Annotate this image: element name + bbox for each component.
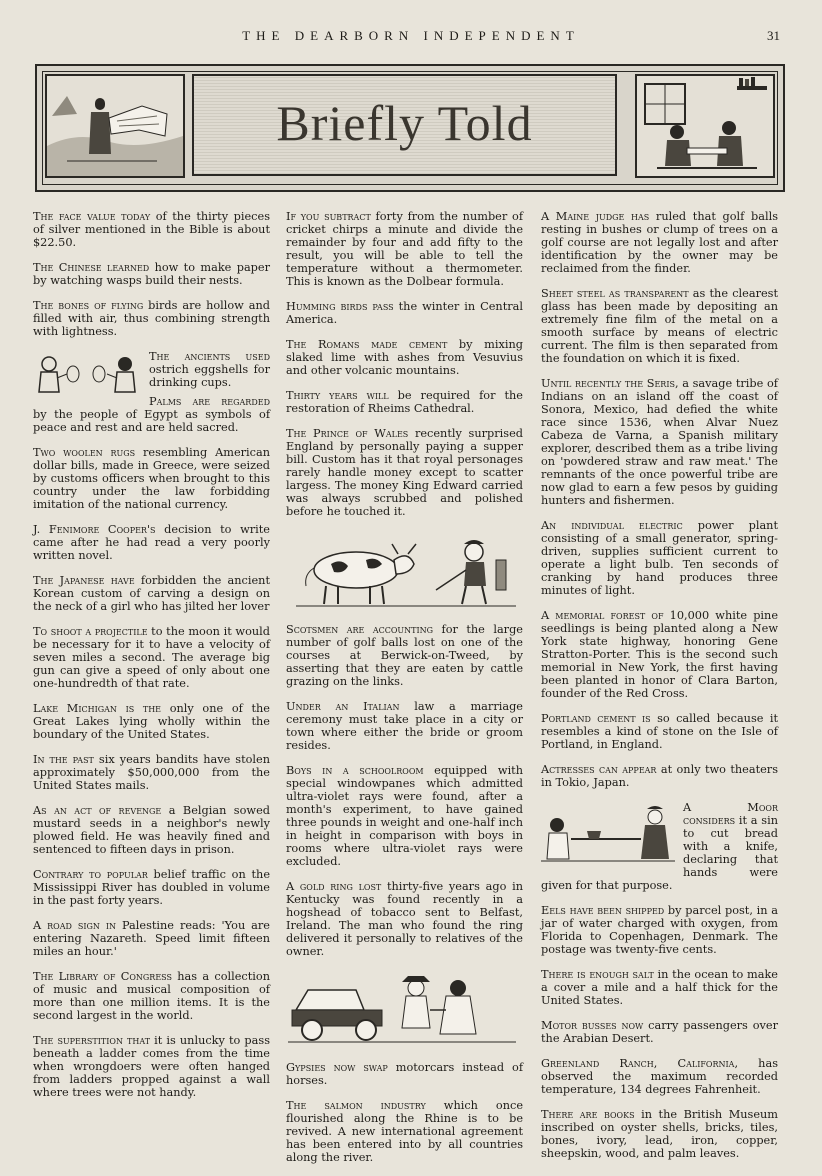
section-title: Briefly Told: [276, 95, 533, 151]
news-item: In the past six years bandits have stolen approximately $50,000,000 from the United States mails.: [33, 753, 271, 792]
running-header: [0, 28, 822, 48]
news-item: A memorial forest of 10,000 white pine seedlings is being planted along a New York state highway, honoring Gene Stratton-Porter. This is the second such memorial in New York, the first having been planted in honor of Clara Barton, founder of the Red Cross.: [541, 609, 778, 700]
column-1: [33, 210, 270, 1111]
news-item: Palms are regarded by the people of Egypt as symbols of peace and rest and are held sacred.: [33, 395, 270, 434]
drinking-cups-icon: [33, 352, 141, 396]
news-item: The ancients used ostrich eggshells for drinking cups.: [149, 350, 270, 389]
news-item: The salmon industry which once flourished along the Rhine is to be revived. A new international agreement has been entered into by all countries along the river.: [286, 1099, 524, 1164]
news-item: As an act of revenge a Belgian sowed mustard seeds in a neighbor's newly plowed field. He was heavily fined and sentenced to fifteen days in prison.: [33, 804, 270, 856]
news-item: The Prince of Wales recently surprised England by personally paying a supper bill. Custom has it that royal personages rarely handle money except to scatter largess. The money King Edward carried was always scrubbed and polished before he touched it.: [286, 427, 523, 518]
news-item: Thirty years will be required for the restoration of Rheims Cathedral.: [286, 389, 523, 415]
news-item: Contrary to popular belief traffic on the Mississippi River has doubled in volume in the past forty years.: [33, 868, 270, 907]
news-item: A road sign in Palestine reads: 'You are entering Nazareth. Speed limit fifteen miles an hour.': [33, 919, 270, 958]
news-item: A gold ring lost thirty-five years ago in Kentucky was found recently in a hogshead of tobacco sent to Belfast, Ireland. The man who found the ring delivered it personally to relatives of the owner.: [286, 880, 523, 958]
news-item: The Romans made cement by mixing slaked lime with ashes from Vesuvius and other volcanic mountains.: [286, 338, 523, 377]
news-item: Portland cement is so called because it resembles a kind of stone on the Isle of Portland, in England.: [541, 712, 778, 751]
column-2: [286, 210, 523, 1176]
news-item: Scotsmen are accounting for the large number of golf balls lost on one of the courses at Berwick-on-Tweed, by asserting that they are eaten by cattle grazing on the links.: [286, 623, 523, 688]
news-item: Motor busses now carry passengers over the Arabian Desert.: [541, 1019, 778, 1045]
gypsies-motorcar-illustration: [286, 970, 523, 1051]
cup-drinkers-illustration: [33, 352, 141, 399]
reading-room-vignette-illustration: [635, 74, 775, 178]
news-item: The Chinese learned how to make paper by watching wasps build their nests.: [33, 261, 270, 287]
news-item: There is enough salt in the ocean to make a cover a mile and a half thick for the United States.: [541, 968, 778, 1007]
moor-bread-illustration: [541, 803, 675, 866]
news-item: Sheet steel as transparent as the clearest glass has been made by depositing an extremely fine film of the metal on a smooth surface by means of electric current. The film is then separated from the foundation on which it is fixed.: [541, 287, 778, 365]
news-item: Actresses can appear at only two theaters in Tokio, Japan.: [541, 763, 778, 789]
news-item: Two woolen rugs resembling American dollar bills, made in Greece, were seized by customs officers when brought to this country under the law forbidding imitation of the national currency.: [33, 446, 270, 511]
news-item: Eels have been shipped by parcel post, in a jar of water charged with oxygen, from Florida to Copenhagen, Denmark. The postage was twenty-five cents.: [541, 904, 778, 956]
news-item: Humming birds pass the winter in Central America.: [286, 300, 523, 326]
news-item: The Japanese have forbidden the ancient Korean custom of carving a design on the neck of a girl who has jilted her lover: [33, 574, 270, 613]
news-item: An individual electric power plant consisting of a small generator, spring-driven, supplies sufficient current to operate a light bulb. Ten seconds of cranking by hand produces three minutes of light.: [541, 519, 778, 597]
journal-name: THE DEARBORN INDEPENDENT: [242, 28, 580, 43]
news-item: Gypsies now swap motorcars instead of horses.: [286, 1061, 524, 1087]
cow-and-golfer-illustration: [286, 530, 523, 613]
moor-bread-icon: [541, 803, 675, 863]
news-item: If you subtract forty from the number of cricket chirps a minute and divide the remainder by four and add fifty to the result, you will be able to tell the temperature without a thermometer. This is known as the Dolbear formula.: [286, 210, 523, 288]
page-number: 31: [767, 28, 780, 43]
news-item: The bones of flying birds are hollow and filled with air, thus combining strength with lightness.: [33, 299, 270, 338]
reading-scene-icon: [637, 76, 773, 176]
news-item: There are books in the British Museum inscribed on oyster shells, bricks, tiles, bones, ivory, lead, iron, copper, sheepskin, wood, and palm leaves.: [541, 1108, 779, 1160]
briefly-told-banner: [35, 64, 785, 192]
explorer-scene-icon: [47, 76, 183, 176]
motorcar-gypsies-icon: [286, 970, 523, 1048]
cow-golfer-icon: [286, 530, 523, 610]
news-item: A Moor considers it a sin to cut bread with a knife, declaring that hands were given for that purpose.: [541, 801, 778, 892]
news-item: Under an Italian law a marriage ceremony must take place in a city or town where either the bride or groom resides.: [286, 700, 523, 752]
explorer-vignette-illustration: [45, 74, 185, 178]
news-item: The face value today of the thirty pieces of silver mentioned in the Bible is about $22.50.: [33, 210, 270, 249]
news-item: To shoot a projectile to the moon it would be necessary for it to have a velocity of seven miles a second. The average big gun can give a speed of only about one one-hundredth of that rate.: [33, 625, 270, 690]
news-item: Lake Michigan is the only one of the Great Lakes lying wholly within the boundary of the United States.: [33, 702, 270, 741]
news-item: Until recently the Seris, a savage tribe of Indians on an island off the coast of Sonora, Mexico, had defied the white race since 1536, when Alvar Nuez Cabeza de Varna, a Spanish military explorer, described them as a tribe living on 'powdered straw and raw meat.' The remnants of the once powerful tribe are now glad to earn a few pesos by guiding hunters and fishermen.: [541, 377, 778, 507]
column-3: [541, 210, 778, 1172]
news-item: The superstition that it is unlucky to pass beneath a ladder comes from the time when wrongdoers were often hanged from ladders propped against a wall where trees were not handy.: [33, 1034, 270, 1099]
title-panel: [192, 74, 617, 176]
news-item: Boys in a schoolroom equipped with special windowpanes which admitted ultra-violet rays were found, after a month's experiment, to have gained three pounds in weight and one-half inch in height in comparison with boys in rooms where ultra-violet rays were excluded.: [286, 764, 523, 868]
news-item: J. Fenimore Cooper's decision to write came after he had read a very poorly written novel.: [33, 523, 270, 562]
news-item: Greenland Ranch, California, has observed the maximum recorded temperature, 134 degrees Fahrenheit.: [541, 1057, 778, 1096]
news-item: A Maine judge has ruled that golf balls resting in bushes or clump of trees on a golf course are not legally lost and after identification by the owner may be reclaimed from the finder.: [541, 210, 778, 275]
news-item: The Library of Congress has a collection of music and musical composition of more than one million items. It is the second largest in the world.: [33, 970, 270, 1022]
